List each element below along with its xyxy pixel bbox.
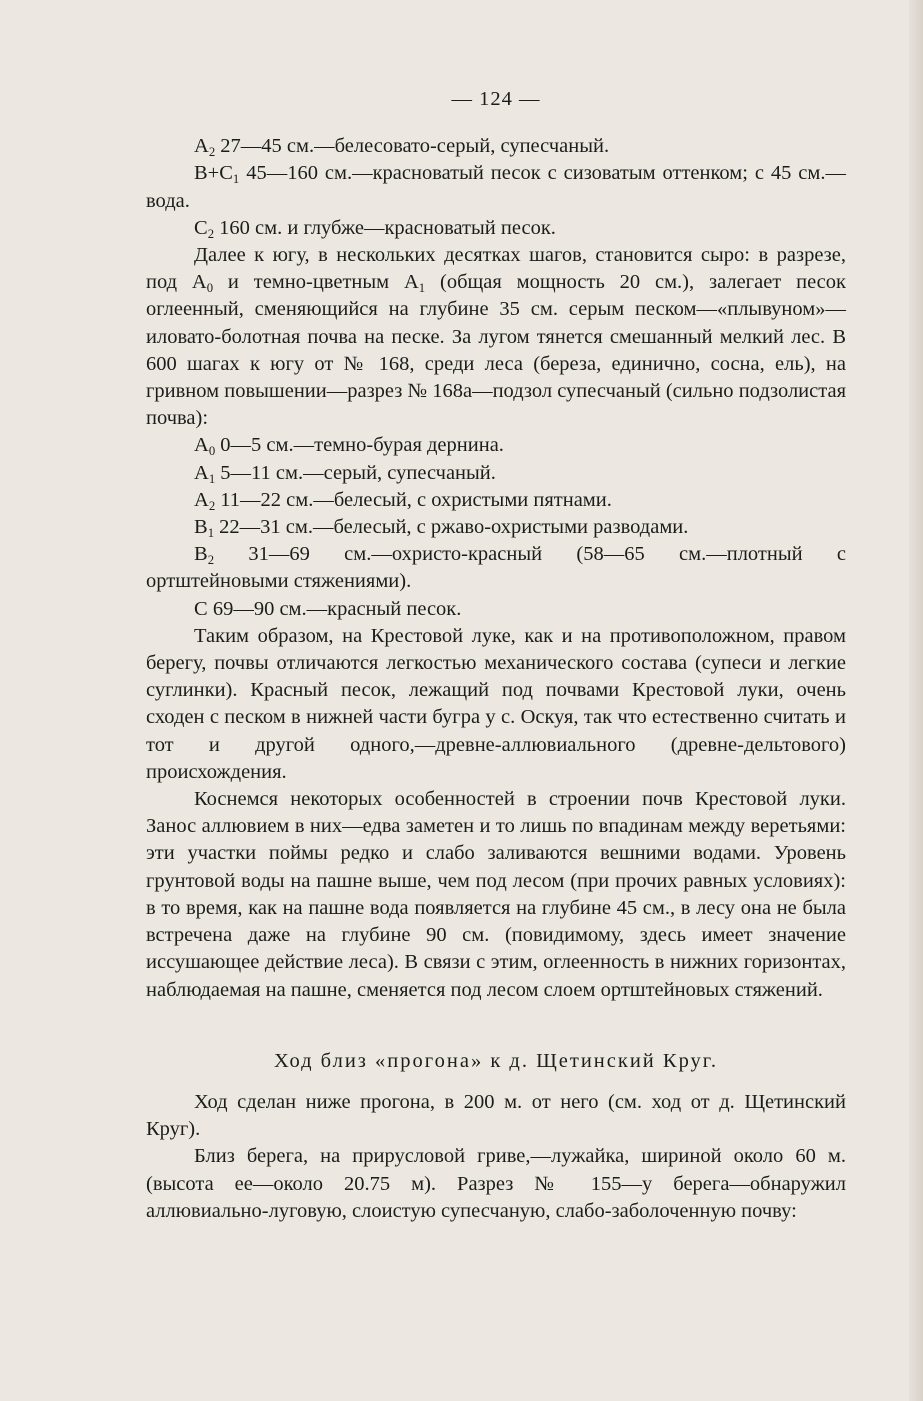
page-text-block <box>146 86 846 1225</box>
paragraph: Далее к югу, в нескольких десятках шагов, становится сыро: в разрезе, под $A_0$ и темно-цветным $A_1$ (общая мощность 20 см.), залегает песок оглеенный, сменяющийся на глубине 35 см. серым песком—«плывуном»—иловато-болотная почва на песке. За лугом тянется смешанный мелкий лес. В 600 шагах к югу от № 168, среди леса (береза, единично, сосна, ель), на гривном повышении—разрез № 168а—подзол супесчаный (сильно подзолистая почва): <box>146 244 846 430</box>
profile-horizon: $A_0$ 0—5 см.—темно-бурая дернина. <box>194 434 504 459</box>
profile-horizon: C 69—90 см.—красный песок. <box>194 597 462 620</box>
profile-horizon: $B_1$ 22—31 см.—белесый, с ржаво-охристыми разводами. <box>194 516 689 540</box>
paragraph: Коснемся некоторых особенностей в строении почв Крестовой луки. Занос аллювием в них—едва заметен и то лишь по впадинам между веретьями: эти участки поймы редко и слабо заливаются вешними водами. Уровень грунтовой воды на пашне выше, чем под лесом (при прочих равных условиях): в то время, как на пашне вода появляется на глубине 45 см., в лесу она не была встречена даже на глубине 90 см. (повидимому, здесь имеет значение иссушающее действие леса). В связи с этим, оглеенность в нижних горизонтах, наблюдаемая на пашне, сменяется под лесом слоем ортштейновых стяжений. <box>146 788 846 1001</box>
paragraph: Таким образом, на Крестовой луке, как и на противоположном, правом берегу, почвы отличаются легкостью механического состава (супеси и легкие суглинки). Красный песок, лежащий под почвами Крестовой луки, очень сходен с песком в нижней части бугра у с. Оскуя, так что естественно считать и тот и другой одного,—древне-аллювиального (древне-дельтового) происхождения. <box>146 624 846 783</box>
section-heading: Ход близ «прогона» к д. Щетинский Круг. <box>273 1049 719 1072</box>
horizon-line: $C_2$ 160 см. и глубже—красноватый песок. <box>194 216 556 241</box>
profile-horizon: $B_2$ 31—69 см.—охристо-красный (58—65 см.—плотный с ортштейновыми стяжениями). <box>146 543 846 593</box>
page-spine-shadow <box>909 0 923 1401</box>
horizon-line: $A_2$ 27—45 см.—белесовато-серый, супесчаный. <box>194 135 610 160</box>
horizon-line: $B+C_1$ 45—160 см.—красноватый песок с сизоватым оттенком; с 45 см.—вода. <box>146 162 846 212</box>
page-number: — 124 — <box>451 88 541 110</box>
paragraph: Ход сделан ниже прогона, в 200 м. от него (см. ход от д. Щетинский Круг). <box>146 1090 846 1141</box>
profile-horizon: $A_1$ 5—11 см.—серый, супесчаный. <box>194 461 496 486</box>
profile-horizon: $A_2$ 11—22 см.—белесый, с охристыми пятнами. <box>194 488 612 513</box>
paragraph: Близ берега, на прирусловой гриве,—лужайка, шириной около 60 м. (высота ее—около 20.75 м). Разрез № 155—у берега—обнаружил аллювиально-луговую, слоистую супесчаную, слабо-заболоченную почву: <box>146 1145 846 1222</box>
